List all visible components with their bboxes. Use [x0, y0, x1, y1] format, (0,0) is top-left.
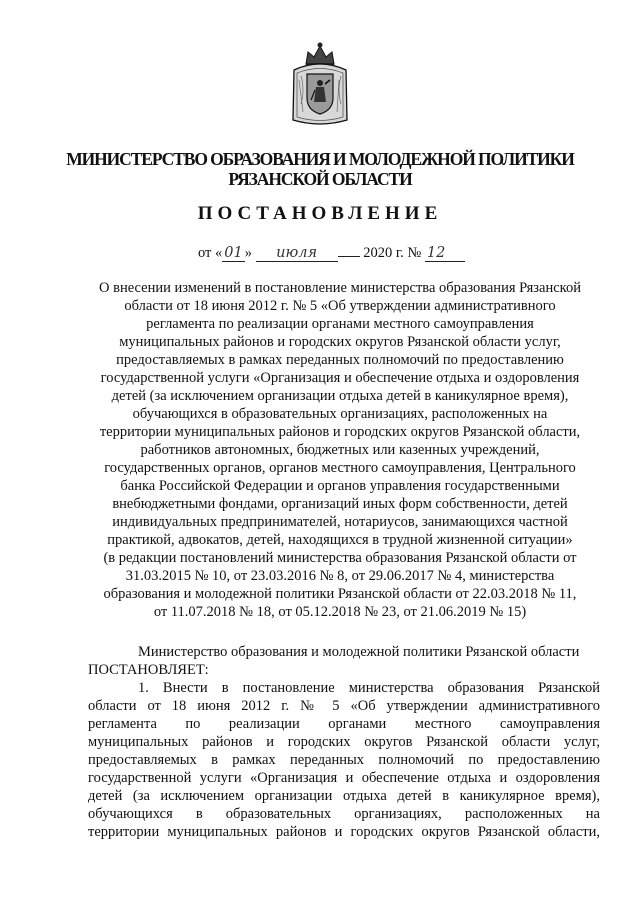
- date-quote-close: »: [244, 245, 252, 261]
- subject-line: детей (за исключением организации отдыха детей в каникулярное время),: [111, 388, 569, 404]
- date-number-line: [198, 244, 465, 262]
- handwritten-month: июля: [256, 246, 338, 262]
- item-line: регламента по реализации органами местного самоуправления: [88, 716, 600, 732]
- subject-line: государственной услуги «Организация и обеспечение отдыха и оздоровления: [100, 370, 580, 386]
- subject-line: (в редакции постановлений министерства образования Рязанской области от: [103, 550, 577, 566]
- item-line: обучающихся в образовательных организациях, расположенных на: [88, 806, 600, 822]
- subject-line: предоставляемых в рамках переданных полномочий по предоставлению: [116, 352, 564, 368]
- subject-line: 31.03.2015 № 10, от 23.03.2016 № 8, от 29.06.2017 № 4, министерства: [125, 568, 555, 584]
- subject-line: от 11.07.2018 № 18, от 05.12.2018 № 23, от 21.06.2019 № 15): [153, 604, 527, 620]
- year-and-number-label: 2020 г. №: [363, 245, 422, 261]
- subject-line: индивидуальных предпринимателей, нотариусов, занимающихся частной: [112, 514, 568, 530]
- subject-line: муниципальных районов и городских округов Рязанской области услуг,: [119, 334, 561, 350]
- preamble-text: Министерство образования и молодежной политики Рязанской области: [138, 644, 580, 660]
- handwritten-number: 12: [425, 246, 465, 262]
- preamble: [88, 643, 600, 679]
- subject-line: регламента по реализации органами местного самоуправления: [146, 316, 534, 332]
- item-1-paragraph: [88, 679, 600, 841]
- subject-line: работников автономных, бюджетных или казенных учреждений,: [140, 442, 540, 458]
- subject-line: обучающихся в образовательных организациях, расположенных на: [132, 406, 548, 422]
- subject-line: области от 18 июня 2012 г. № 5 «Об утверждении административного: [124, 298, 556, 314]
- item-line: детей (за исключением организации отдыха детей в каникулярное время),: [88, 788, 600, 804]
- ministry-name-line2: РЯЗАНСКОЙ ОБЛАСТИ: [228, 169, 412, 189]
- item-line: области от 18 июня 2012 г. № 5 «Об утверждении административного: [88, 698, 600, 714]
- item-line: 1. Внести в постановление министерства образования Рязанской: [138, 680, 600, 696]
- subject-line: О внесении изменений в постановление министерства образования Рязанской: [99, 280, 581, 296]
- handwritten-day: 01: [224, 245, 243, 261]
- document-subject: [80, 279, 600, 621]
- subject-line: государственных органов, органов местного самоуправления, Центрального: [104, 460, 576, 476]
- ministry-name-line1: МИНИСТЕРСТВО ОБРАЗОВАНИЯ И МОЛОДЕЖНОЙ ПОЛИТИКИ: [66, 149, 574, 169]
- date-blank-line: [338, 244, 360, 257]
- date-prefix: от «: [198, 245, 223, 261]
- subject-line: практикой, адвокатов, детей, находящихся в трудной жизненной ситуации»: [107, 532, 573, 548]
- document-type-title: ПОСТАНОВЛЕНИЕ: [197, 203, 443, 224]
- subject-line: банка Российской Федерации и органов управления государственными: [120, 478, 560, 494]
- item-line: территории муниципальных районов и городских округов Рязанской области,: [88, 824, 600, 840]
- resolves-keyword: ПОСТАНОВЛЯЕТ:: [88, 662, 209, 678]
- subject-line: внебюджетными фондами, организаций иных форм собственности, детей: [112, 496, 568, 512]
- item-line: государственной услуги «Организация и обеспечение отдыха и оздоровления: [88, 770, 600, 786]
- subject-line: образования и молодежной политики Рязанской области от 22.03.2018 № 11,: [103, 586, 577, 602]
- subject-line: территории муниципальных районов и городских округов Рязанской области,: [99, 424, 581, 440]
- item-line: предоставляемых в рамках переданных полномочий по предоставлению: [88, 752, 600, 768]
- item-line: муниципальных районов и городских округов Рязанской области услуг,: [88, 734, 600, 750]
- coat-of-arms-emblem: [289, 40, 351, 126]
